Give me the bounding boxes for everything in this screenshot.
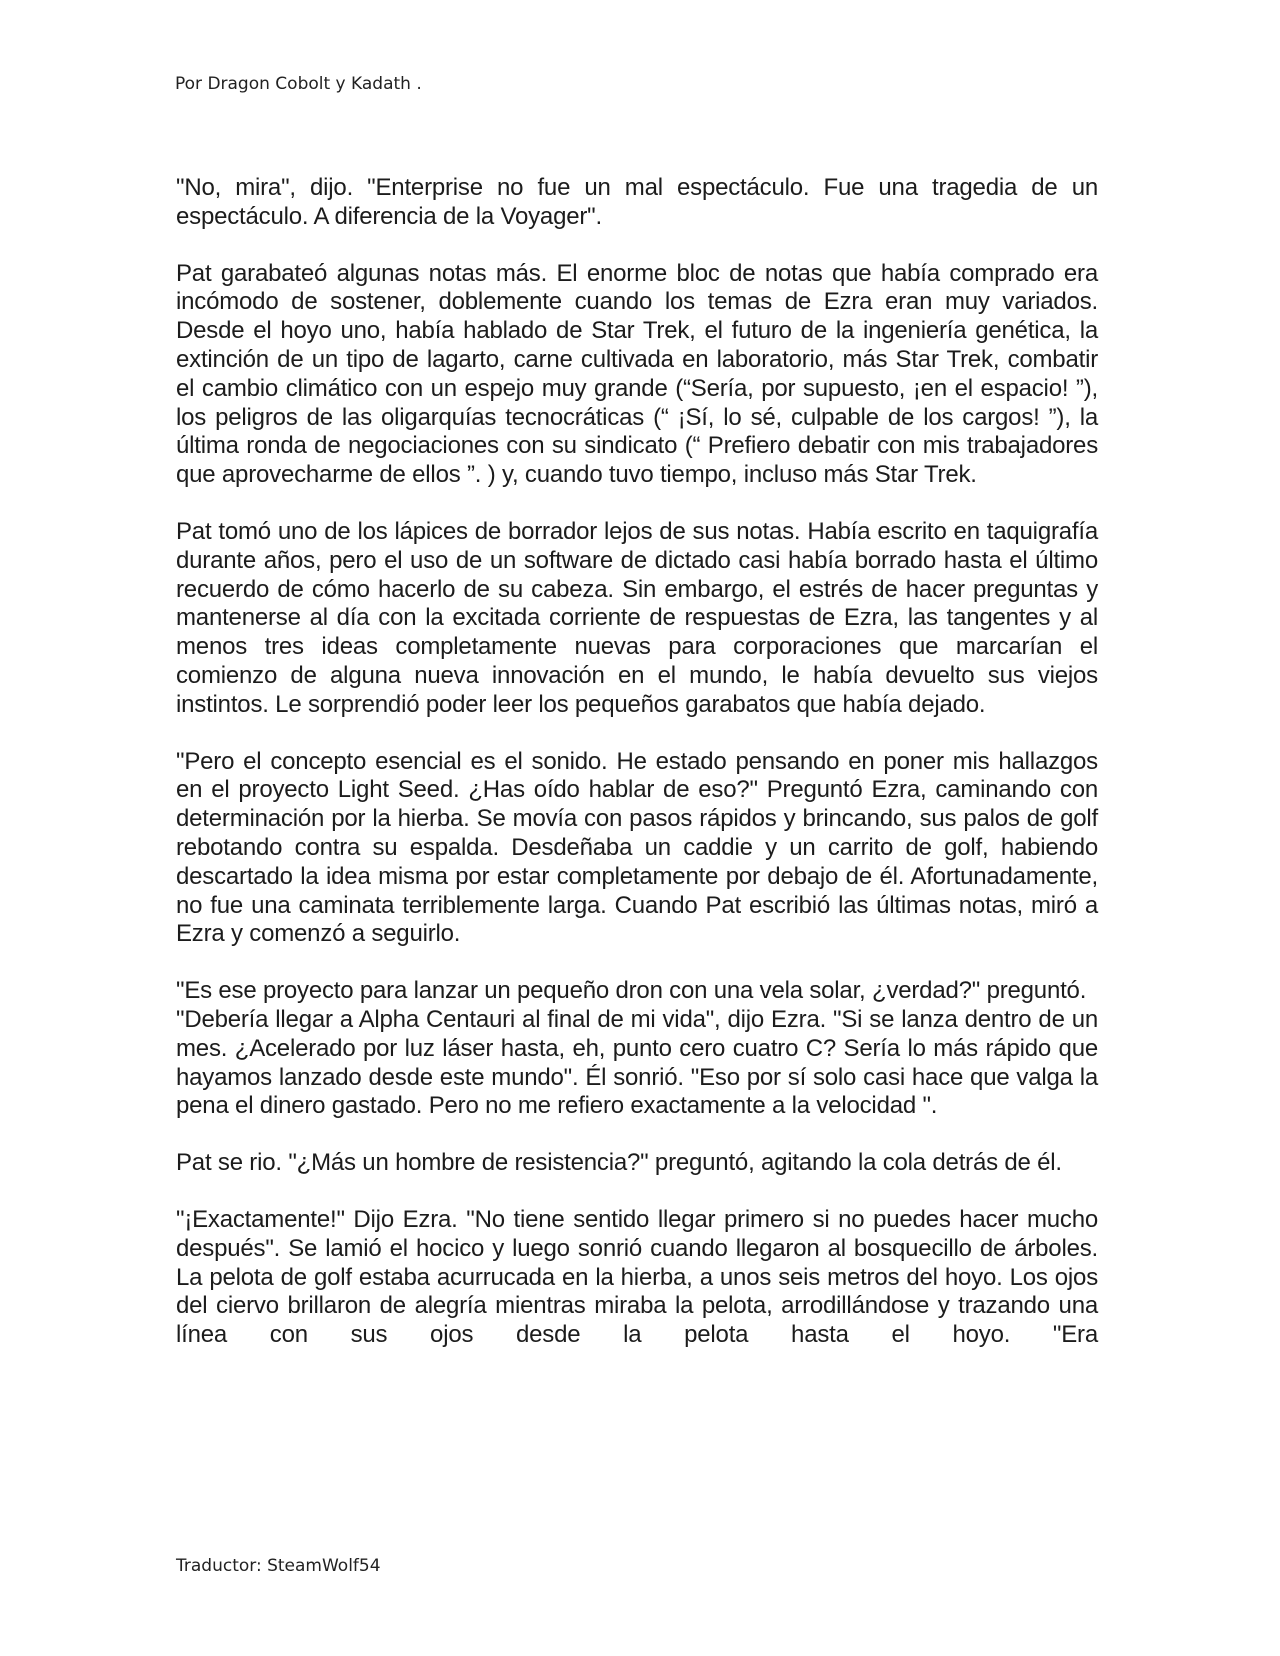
paragraph: "¡Exactamente!" Dijo Ezra. "No tiene sentido llegar primero si no puedes hacer mucho después". Se lamió el hocico y luego sonrió cuando llegaron al bosquecillo de árboles. La pelota de golf estaba acurrucada en la hierba, a unos seis metros del hoyo. Los ojos del ciervo brillaron de alegría mientras miraba la pelota, arrodillándose y trazando una línea con sus ojos desde la pelota hasta el hoyo. "Era	[176, 1205, 1098, 1349]
page-header: Por Dragon Cobolt y Kadath .	[175, 74, 422, 94]
page-body	[176, 174, 1098, 1350]
paragraph: Pat garabateó algunas notas más. El enorme bloc de notas que había comprado era incómodo de sostener, doblemente cuando los temas de Ezra eran muy variados. Desde el hoyo uno, había hablado de Star Trek, el futuro de la ingeniería genética, la extinción de un tipo de lagarto, carne cultivada en laboratorio, más Star Trek, combatir el cambio climático con un espejo muy grande (“Sería, por supuesto, ¡en el espacio! ”), los peligros de las oligarquías tecnocráticas (“ ¡Sí, lo sé, culpable de los cargos! ”), la última ronda de negociaciones con su sindicato (“ Prefiero debatir con mis trabajadores que aprovecharme de ellos ”. ) y, cuando tuvo tiempo, incluso más Star Trek.	[176, 259, 1098, 489]
page-footer: Traductor: SteamWolf54	[176, 1556, 381, 1576]
paragraph: "No, mira", dijo. "Enterprise no fue un mal espectáculo. Fue una tragedia de un espectáculo. A diferencia de la Voyager".	[176, 174, 1098, 230]
paragraph: "Es ese proyecto para lanzar un pequeño dron con una vela solar, ¿verdad?" preguntó.	[176, 977, 1087, 1005]
paragraph: Pat tomó uno de los lápices de borrador lejos de sus notas. Había escrito en taquigrafía durante años, pero el uso de un software de dictado casi había borrado hasta el último recuerdo de cómo hacerlo de su cabeza. Sin embargo, el estrés de hacer preguntas y mantenerse al día con la excitada corriente de respuestas de Ezra, las tangentes y al menos tres ideas completamente nuevas para corporaciones que marcarían el comienzo de alguna nueva innovación en el mundo, le había devuelto sus viejos instintos. Le sorprendió poder leer los pequeños garabatos que había dejado.	[176, 517, 1098, 718]
paragraph: "Debería llegar a Alpha Centauri al final de mi vida", dijo Ezra. "Si se lanza dentro de un mes. ¿Acelerado por luz láser hasta, eh, punto cero cuatro C? Sería lo más rápido que hayamos lanzado desde este mundo". Él sonrió. "Eso por sí solo casi hace que valga la pena el dinero gastado. Pero no me refiero exactamente a la velocidad ".	[176, 1005, 1098, 1120]
paragraph: "Pero el concepto esencial es el sonido. He estado pensando en poner mis hallazgos en el proyecto Light Seed. ¿Has oído hablar de eso?" Preguntó Ezra, caminando con determinación por la hierba. Se movía con pasos rápidos y brincando, sus palos de golf rebotando contra su espalda. Desdeñaba un caddie y un carrito de golf, habiendo descartado la idea misma por estar completamente por debajo de él. Afortunadamente, no fue una caminata terriblemente larga. Cuando Pat escribió las últimas notas, miró a Ezra y comenzó a seguirlo.	[176, 747, 1098, 948]
paragraph: Pat se rio. "¿Más un hombre de resistencia?" preguntó, agitando la cola detrás de él.	[176, 1149, 1062, 1177]
